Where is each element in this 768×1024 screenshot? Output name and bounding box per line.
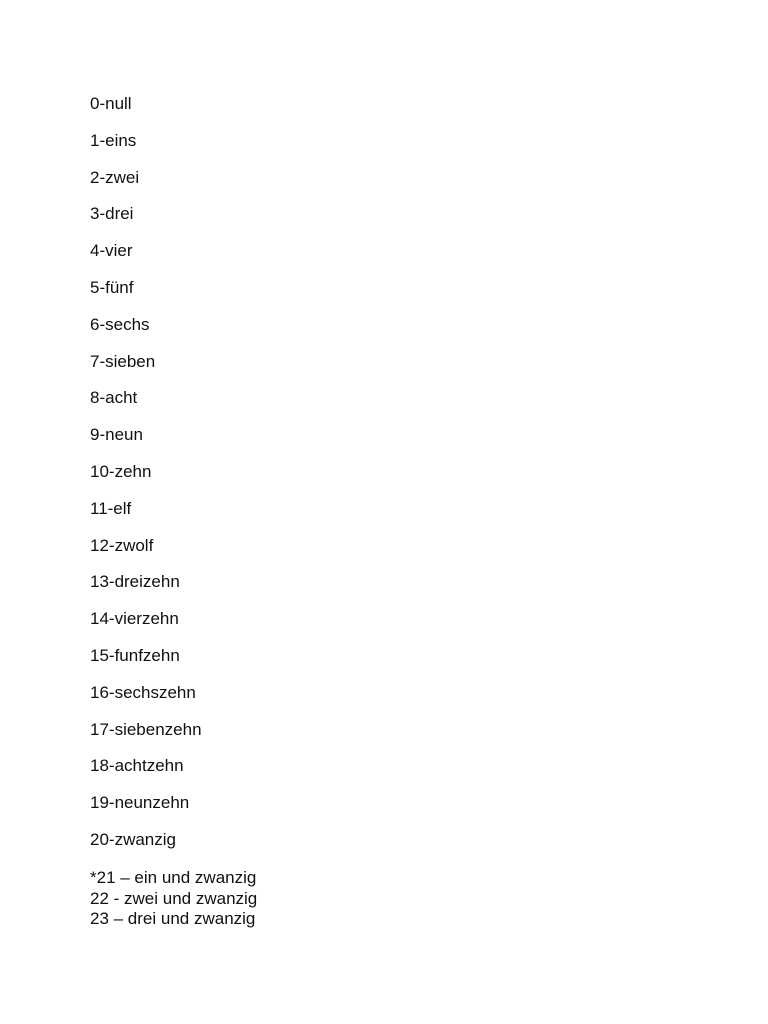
compound-numbers-block [90, 868, 257, 930]
number-item-3: 3-drei [90, 204, 134, 224]
number-item-17: 17-siebenzehn [90, 719, 202, 739]
compound-number-21: *21 – ein und zwanzig [90, 868, 257, 887]
number-item-0: 0-null [90, 94, 132, 113]
number-item-8: 8-acht [90, 388, 138, 408]
number-item-9: 9-neun [90, 425, 143, 445]
compound-number-22: 22 - zwei und zwanzig [90, 888, 258, 908]
number-item-1: 1-eins [90, 130, 137, 150]
number-item-11: 11-elf [90, 498, 132, 518]
number-item-2: 2-zwei [90, 167, 140, 187]
number-item-13: 13-dreizehn [90, 572, 180, 592]
number-item-19: 19-neunzehn [90, 793, 190, 813]
number-item-6: 6-sechs [90, 314, 150, 334]
number-item-7: 7-sieben [90, 351, 156, 371]
number-item-16: 16-sechszehn [90, 682, 196, 702]
number-item-15: 15-funfzehn [90, 645, 180, 665]
number-item-4: 4-vier [90, 241, 133, 261]
number-item-18: 18-achtzehn [90, 756, 184, 776]
number-item-5: 5-fünf [90, 277, 134, 297]
number-list [90, 94, 202, 867]
compound-number-23: 23 – drei und zwanzig [90, 909, 256, 928]
number-item-10: 10-zehn [90, 461, 152, 481]
number-item-20: 20-zwanzig [90, 829, 176, 849]
number-item-14: 14-vierzehn [90, 609, 179, 629]
number-item-12: 12-zwolf [90, 535, 154, 555]
